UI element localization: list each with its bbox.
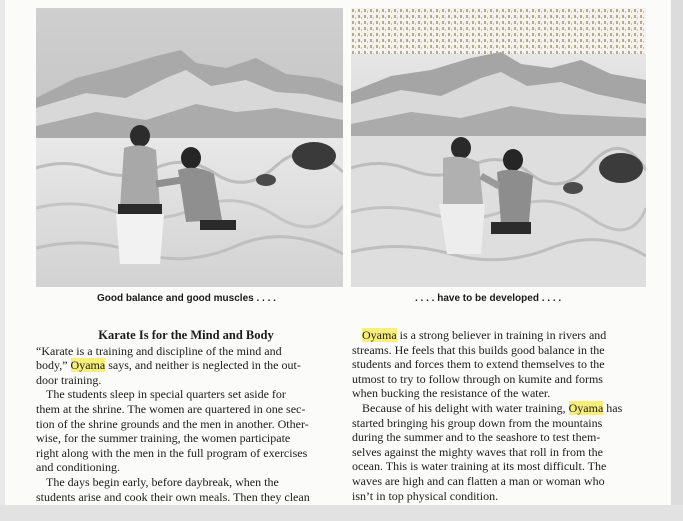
caption-right: . . . . have to be developed . . . . bbox=[415, 293, 562, 304]
text-line: utmost to try to follow through on kumite and forms bbox=[352, 371, 603, 386]
text-line: when bucking the resistance of the water. bbox=[352, 386, 551, 401]
text-fragment: has bbox=[603, 400, 623, 415]
text-line: wise, for the summer training, the women participate bbox=[36, 431, 291, 446]
paragraph bbox=[36, 387, 336, 475]
photo-right-image bbox=[351, 8, 646, 287]
section-heading: Karate Is for the Mind and Body bbox=[98, 328, 274, 342]
photo-karate-river-right bbox=[351, 8, 646, 287]
highlight-oyama[interactable]: Oyama bbox=[568, 400, 604, 415]
text-line: right along with the men in the full program of exercises bbox=[36, 445, 308, 460]
text-column-left bbox=[36, 328, 336, 504]
text-line: The students sleep in special quarters set aside for bbox=[46, 387, 286, 402]
text-line: students and forces them to extend themselves to the bbox=[352, 357, 605, 372]
text-fragment: is a strong believer in training in rivers and bbox=[396, 328, 607, 342]
text-line: them at the shrine. The women are quartered in one sec- bbox=[36, 401, 306, 416]
text-line bbox=[352, 328, 647, 343]
text-line: The days begin early, before daybreak, when the bbox=[46, 474, 279, 489]
text-line: streams. He feels that this builds good balance in the bbox=[352, 342, 605, 357]
text-line: during the summer and to the seashore to test them- bbox=[352, 430, 601, 445]
document-page bbox=[5, 0, 671, 505]
photo-left-image bbox=[36, 8, 343, 287]
text-line: door training. bbox=[36, 372, 102, 387]
text-line: selves against the mighty waves that roll in from the bbox=[352, 444, 603, 459]
viewer-background-bottom bbox=[0, 505, 683, 521]
text-line bbox=[36, 358, 336, 373]
text-fragment: body,” bbox=[36, 358, 71, 373]
text-line bbox=[352, 401, 647, 416]
viewer-background-right bbox=[671, 0, 683, 521]
paragraph bbox=[352, 401, 647, 503]
text-line: ocean. This is water training at its most difficult. The bbox=[352, 459, 607, 474]
text-line: students arise and cook their own meals. Then they clean bbox=[36, 489, 310, 504]
photo-karate-river-left bbox=[36, 8, 343, 287]
paragraph bbox=[352, 328, 647, 401]
text-fragment: says, and neither is neglected in the out- bbox=[105, 358, 301, 373]
text-line: isn’t in top physical condition. bbox=[352, 488, 499, 503]
text-line: and conditioning. bbox=[36, 460, 120, 475]
highlight-oyama[interactable]: Oyama bbox=[362, 328, 397, 342]
highlight-oyama[interactable]: Oyama bbox=[70, 358, 106, 373]
text-line: tion of the shrine grounds and the men in another. Other- bbox=[36, 416, 309, 431]
text-line: “Karate is a training and discipline of the mind and bbox=[36, 343, 282, 358]
text-line: waves are high and can flatten a man or woman who bbox=[352, 473, 605, 488]
text-line: started bringing his group down from the mountains bbox=[352, 415, 603, 430]
paragraph bbox=[36, 344, 336, 388]
text-column-right bbox=[352, 328, 647, 503]
text-fragment: Because of his delight with water training, bbox=[362, 400, 569, 415]
caption-left: Good balance and good muscles . . . . bbox=[97, 293, 276, 304]
paragraph bbox=[36, 475, 336, 504]
